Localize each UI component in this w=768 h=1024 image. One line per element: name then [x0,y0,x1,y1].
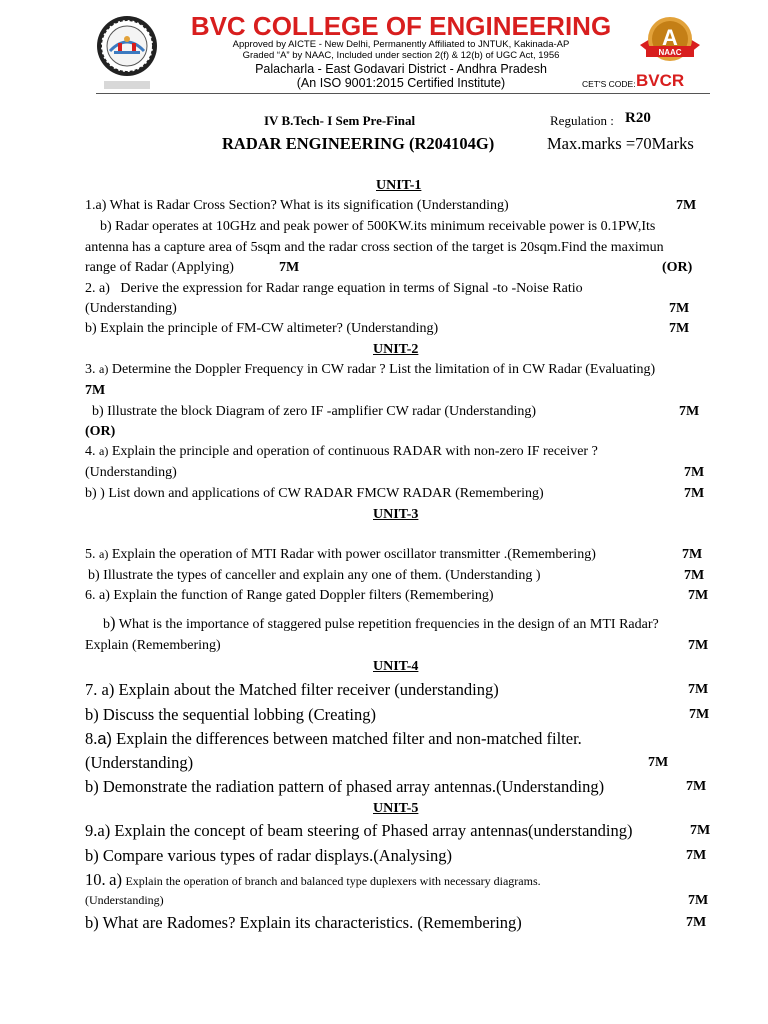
naac-grade: A [662,25,678,50]
naac-seal [636,15,704,65]
marks-2b: 7M [669,321,690,336]
question-8a-text: Explain the differences between matched filter and non-matched filter. [116,729,582,748]
question-8a-line2: (Understanding) [85,753,194,772]
marks-4b: 7M [684,486,705,501]
question-2b: b) Explain the principle of FM-CW altimeter? (Understanding) [85,321,439,336]
college-header [96,13,710,93]
marks-9a: 7M [690,823,711,838]
cets-code: BVCR [636,71,685,90]
question-5a-sub: a) [99,547,109,561]
question-10a-sub: a) [109,870,122,889]
question-3a-number: 3. [85,362,96,377]
unit-3-heading: UNIT-3 [373,507,419,522]
question-2a-line1 [85,281,583,297]
question-8a-line1 [85,729,582,749]
question-6b-line2: Explain (Remembering) [85,638,221,653]
college-logo [96,15,158,77]
marks-8b: 7M [686,779,707,794]
cets-code-block [582,71,710,93]
unit-5-heading: UNIT-5 [373,801,419,816]
question-2a-number: 2. a) [85,281,110,296]
question-4a-text: Explain the principle and operation of continuous RADAR with non-zero IF receiver ? [111,444,598,459]
grade-line: Graded “A” by NAAC, Included under section 2(f) & 12(b) of UGC Act, 1956 [242,50,560,61]
header-divider [96,93,710,94]
subject-title: RADAR ENGINEERING (R204104G) [222,134,495,153]
iso-line: (An ISO 9001:2015 Certified Institute) [296,76,506,90]
marks-3a: 7M [85,383,106,398]
marks-10b: 7M [686,915,707,930]
question-5a [85,547,596,563]
question-5a-text: Explain the operation of MTI Radar with power oscillator transmitter .(Remembering) [111,547,596,562]
question-1b-line2: antenna has a capture area of 5sqm and the radar cross section of the target is 20sqm.Find the maximun [85,240,664,255]
question-2a-line2: (Understanding) [85,301,177,316]
max-marks: Max.marks =70Marks [547,134,694,153]
regulation-label: Regulation : [550,113,614,128]
question-6a: 6. a) Explain the function of Range gated Doppler filters (Remembering) [85,588,494,603]
question-3a-sub: a) [99,362,109,376]
approval-line: Approved by AICTE - New Delhi, Permanently Affiliated to JNTUK, Kakinada-AP [232,39,570,50]
question-6b-text: What is the importance of staggered pulse repetition frequencies in the design of an MTI Radar? [118,617,659,632]
question-5a-number: 5. [85,547,96,562]
unit-4-heading: UNIT-4 [373,659,419,674]
question-6b-paren: ) [110,613,116,632]
course-title: IV B.Tech- I Sem Pre-Final [264,113,416,128]
marks-6a: 7M [688,588,709,603]
question-4a-sub: a) [99,444,109,458]
unit-1-heading: UNIT-1 [376,178,422,193]
naac-label: NAAC [658,48,682,57]
marks-10a: 7M [688,893,709,908]
question-3b: b) Illustrate the block Diagram of zero IF -amplifier CW radar (Understanding) [92,404,537,419]
marks-5a: 7M [682,547,703,562]
question-8b: b) Demonstrate the radiation pattern of phased array antennas.(Understanding) [85,777,605,796]
question-10a-number: 10. [85,870,106,889]
cets-code-label: CET'S CODE: [582,79,636,89]
question-3a [85,362,655,378]
question-6b-line1 [103,613,659,633]
question-9a: 9.a) Explain the concept of beam steering of Phased array antennas(understanding) [85,821,633,840]
question-1b-line3: range of Radar (Applying) [85,260,234,275]
question-1a: 1.a) What is Radar Cross Section? What is its signification (Understanding) [85,198,509,213]
marks-7b: 7M [689,707,710,722]
question-7b: b) Discuss the sequential lobbing (Creating) [85,705,376,724]
question-5b: b) Illustrate the types of canceller and explain any one of them. (Understanding ) [88,568,541,583]
question-10a-text: Explain the operation of branch and balanced type duplexers with necessary diagrams. [125,874,541,888]
question-4a-line1 [85,444,598,460]
unit-2-heading: UNIT-2 [373,342,419,357]
question-4a-line2: (Understanding) [85,465,177,480]
logo-caption [104,81,150,89]
marks-4a: 7M [684,465,705,480]
question-8a-sub: a) [97,730,113,748]
marks-7a: 7M [688,682,709,697]
question-10a-line2: (Understanding) [85,893,164,907]
question-9b: b) Compare various types of radar displays.(Analysing) [85,846,453,865]
or-separator-unit1: (OR) [662,260,693,275]
question-4a-number: 4. [85,444,96,459]
marks-8a: 7M [648,755,669,770]
marks-1a: 7M [676,198,697,213]
marks-9b: 7M [686,848,707,863]
question-3a-text: Determine the Doppler Frequency in CW radar ? List the limitation of in CW Radar (Evaluating) [111,362,656,377]
question-10b: b) What are Radomes? Explain its characteristics. (Remembering) [85,913,522,932]
question-7a: 7. a) Explain about the Matched filter receiver (understanding) [85,680,499,699]
question-4b: b) ) List down and applications of CW RADAR FMCW RADAR (Remembering) [85,486,544,501]
marks-1b: 7M [279,260,300,275]
or-separator-unit2: (OR) [85,424,116,439]
question-10a-line1 [85,870,541,890]
marks-5b: 7M [684,568,705,583]
regulation-value: R20 [625,110,651,126]
question-8a-number: 8. [85,729,98,748]
question-2a-text: Derive the expression for Radar range equation in terms of Signal -to -Noise Ratio [120,281,583,296]
question-1b-line1: b) Radar operates at 10GHz and peak power of 500KW.its minimum receivable power is 0.1PW,Its [100,219,656,234]
college-name: BVC COLLEGE OF ENGINEERING [190,11,612,41]
marks-6b: 7M [688,638,709,653]
address-line: Palacharla - East Godavari District - Andhra Pradesh [255,62,547,76]
marks-2a: 7M [669,301,690,316]
marks-3b: 7M [679,404,700,419]
question-6b-sub: b [103,617,110,632]
